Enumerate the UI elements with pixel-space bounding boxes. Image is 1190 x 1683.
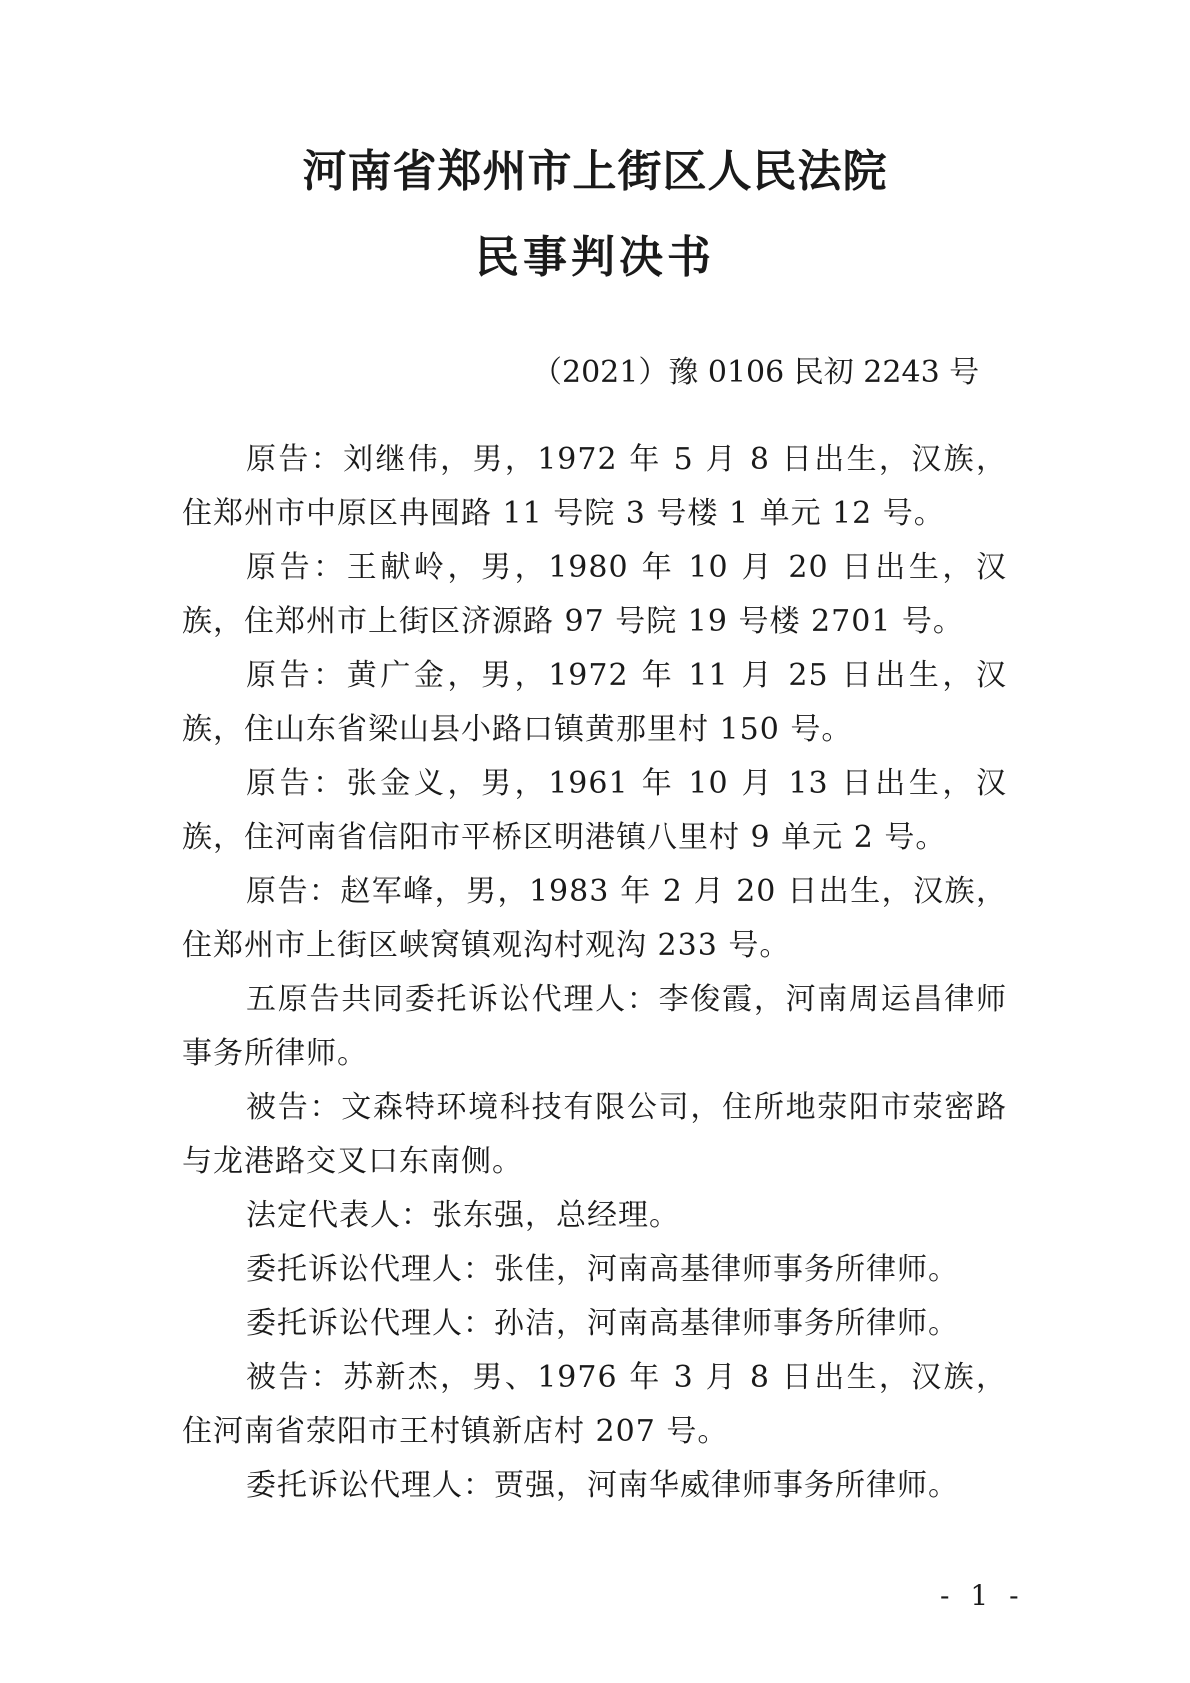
party-paragraph: 原告：黄广金，男，1972 年 11 月 25 日出生，汉族，住山东省梁山县小路口镇黄那里村 150 号。 xyxy=(182,658,1007,747)
party-paragraph: 原告：刘继伟，男，1972 年 5 月 8 日出生，汉族，住郑州市中原区冉囤路 11 号院 3 号楼 1 单元 12 号。 xyxy=(182,442,1007,531)
case-number: （2021）豫 0106 民初 2243 号 xyxy=(532,355,980,390)
document-title: 民事判决书 xyxy=(475,232,715,283)
party-paragraph: 原告：赵军峰，男，1983 年 2 月 20 日出生，汉族，住郑州市上街区峡窝镇观沟村观沟 233 号。 xyxy=(182,874,1007,963)
document-body xyxy=(182,433,1007,1513)
page-number: - 1 - xyxy=(940,1579,1025,1612)
party-paragraph: 原告：王献岭，男，1980 年 10 月 20 日出生，汉族，住郑州市上街区济源路 97 号院 19 号楼 2701 号。 xyxy=(182,550,1007,639)
party-paragraph: 委托诉讼代理人：孙洁，河南高基律师事务所律师。 xyxy=(246,1306,959,1341)
party-paragraph: 被告：苏新杰，男、1976 年 3 月 8 日出生，汉族，住河南省荥阳市王村镇新店村 207 号。 xyxy=(182,1360,1007,1449)
party-paragraph: 原告：张金义，男，1961 年 10 月 13 日出生，汉族，住河南省信阳市平桥区明港镇八里村 9 单元 2 号。 xyxy=(182,766,1007,855)
court-title: 河南省郑州市上街区人民法院 xyxy=(302,146,888,197)
party-paragraph: 被告：文森特环境科技有限公司，住所地荥阳市荥密路与龙港路交叉口东南侧。 xyxy=(182,1090,1007,1179)
party-paragraph: 法定代表人：张东强，总经理。 xyxy=(246,1198,680,1233)
party-paragraph: 五原告共同委托诉讼代理人：李俊霞，河南周运昌律师事务所律师。 xyxy=(182,982,1007,1071)
party-paragraph: 委托诉讼代理人：贾强，河南华威律师事务所律师。 xyxy=(246,1468,959,1503)
party-paragraph: 委托诉讼代理人：张佳，河南高基律师事务所律师。 xyxy=(246,1252,959,1287)
